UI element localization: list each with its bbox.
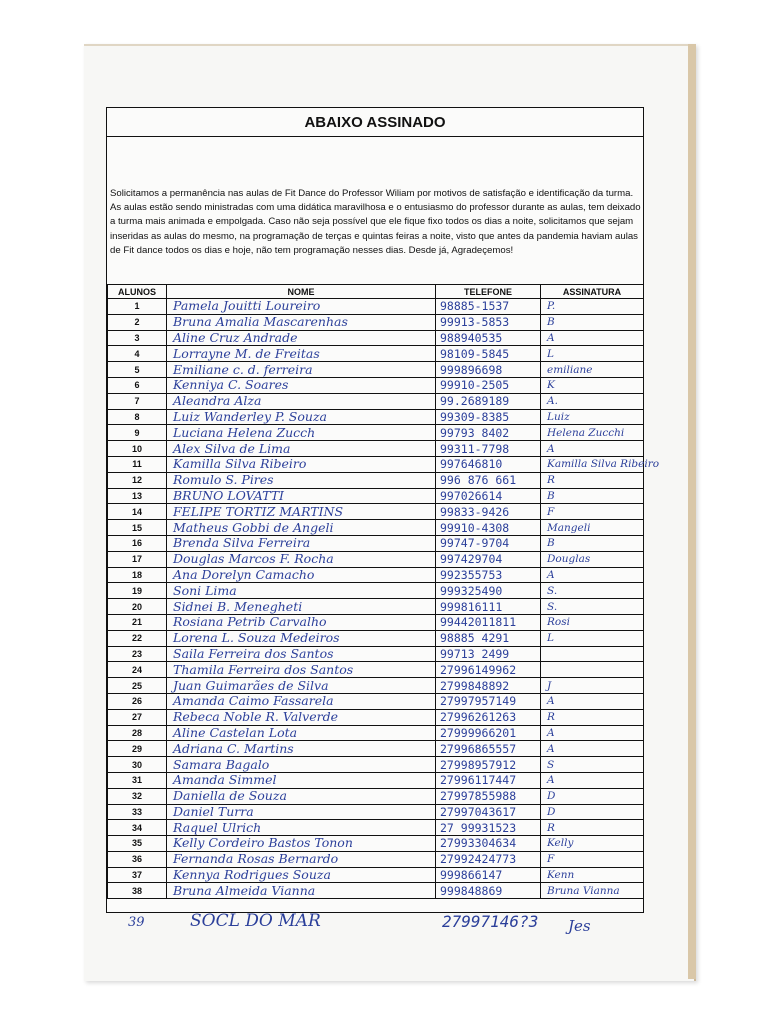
table-row	[108, 741, 644, 757]
row-name: FELIPE TORTIZ MARTINS	[167, 504, 436, 520]
row-number: 4	[108, 346, 167, 362]
row-name: Matheus Gobbi de Angeli	[167, 520, 436, 536]
row-number: 32	[108, 788, 167, 804]
row-phone: 996 876 661	[436, 472, 541, 488]
table-row	[108, 330, 644, 346]
row-number: 17	[108, 551, 167, 567]
row-phone: 99910-2505	[436, 377, 541, 393]
row-phone: 99833-9426	[436, 504, 541, 520]
row-name: Aline Castelan Lota	[167, 725, 436, 741]
table-row	[108, 567, 644, 583]
row-signature: A	[541, 772, 644, 788]
row-phone: 98885 4291	[436, 630, 541, 646]
row-name: Kenniya C. Soares	[167, 377, 436, 393]
row-signature: B	[541, 535, 644, 551]
extra-row-name: SOCL DO MAR	[190, 911, 321, 931]
row-number: 35	[108, 836, 167, 852]
table-row	[108, 678, 644, 694]
row-signature: D	[541, 788, 644, 804]
row-phone: 999816111	[436, 599, 541, 615]
table-row	[108, 646, 644, 662]
row-phone: 988940535	[436, 330, 541, 346]
row-phone: 99713 2499	[436, 646, 541, 662]
row-phone: 27997957149	[436, 693, 541, 709]
row-name: Luciana Helena Zucch	[167, 425, 436, 441]
table-row	[108, 630, 644, 646]
row-phone: 99309-8385	[436, 409, 541, 425]
row-name: Rosiana Petrib Carvalho	[167, 614, 436, 630]
row-signature: F	[541, 851, 644, 867]
petition-document	[106, 107, 660, 913]
table-header-row	[108, 285, 644, 299]
row-signature: A	[541, 567, 644, 583]
row-phone: 999848869	[436, 883, 541, 899]
document-title: ABAIXO ASSINADO	[107, 108, 643, 137]
row-phone: 27 99931523	[436, 820, 541, 836]
table-row	[108, 504, 644, 520]
row-number: 10	[108, 441, 167, 457]
row-number: 3	[108, 330, 167, 346]
row-signature: S.	[541, 599, 644, 615]
table-row	[108, 709, 644, 725]
table-row	[108, 472, 644, 488]
row-name: Lorrayne M. de Freitas	[167, 346, 436, 362]
row-number: 26	[108, 693, 167, 709]
row-number: 20	[108, 599, 167, 615]
table-row	[108, 314, 644, 330]
row-phone: 27993304634	[436, 836, 541, 852]
row-signature: A	[541, 693, 644, 709]
row-number: 14	[108, 504, 167, 520]
row-signature: Mangeli	[541, 520, 644, 536]
row-number: 24	[108, 662, 167, 678]
row-phone: 99793 8402	[436, 425, 541, 441]
row-signature: Kenn	[541, 867, 644, 883]
row-number: 15	[108, 520, 167, 536]
row-signature: P.	[541, 299, 644, 315]
row-phone: 27997043617	[436, 804, 541, 820]
row-name: Romulo S. Pires	[167, 472, 436, 488]
row-number: 11	[108, 456, 167, 472]
row-number: 13	[108, 488, 167, 504]
row-number: 30	[108, 757, 167, 773]
table-row	[108, 346, 644, 362]
row-phone: 27996149962	[436, 662, 541, 678]
row-signature: S	[541, 757, 644, 773]
row-name: Alex Silva de Lima	[167, 441, 436, 457]
row-name: Amanda Simmel	[167, 772, 436, 788]
row-phone: 999896698	[436, 362, 541, 378]
row-name: Daniel Turra	[167, 804, 436, 820]
row-name: Saila Ferreira dos Santos	[167, 646, 436, 662]
row-number: 12	[108, 472, 167, 488]
table-row	[108, 788, 644, 804]
row-phone: 99910-4308	[436, 520, 541, 536]
table-row	[108, 883, 644, 899]
table-row	[108, 299, 644, 315]
row-number: 7	[108, 393, 167, 409]
extra-row-phone: 27997146?3	[442, 912, 539, 931]
row-name: Juan Guimarães de Silva	[167, 678, 436, 694]
row-signature: S.	[541, 583, 644, 599]
row-phone: 2799848892	[436, 678, 541, 694]
row-phone: 99913-5853	[436, 314, 541, 330]
table-row	[108, 757, 644, 773]
table-row	[108, 409, 644, 425]
row-phone: 997646810	[436, 456, 541, 472]
row-name: Pamela Jouitti Loureiro	[167, 299, 436, 315]
row-phone: 27996261263	[436, 709, 541, 725]
paper-edge	[688, 44, 696, 979]
row-number: 36	[108, 851, 167, 867]
row-number: 22	[108, 630, 167, 646]
row-number: 23	[108, 646, 167, 662]
row-name: Bruna Almeida Vianna	[167, 883, 436, 899]
table-row	[108, 535, 644, 551]
row-signature	[541, 662, 644, 678]
row-name: Emiliane c. d. ferreira	[167, 362, 436, 378]
row-name: Daniella de Souza	[167, 788, 436, 804]
row-signature: A	[541, 441, 644, 457]
row-number: 1	[108, 299, 167, 315]
row-phone: 27992424773	[436, 851, 541, 867]
row-name: Bruna Amalia Mascarenhas	[167, 314, 436, 330]
row-signature: Helena Zucchi	[541, 425, 644, 441]
row-signature	[541, 646, 644, 662]
extra-row-signature: Jes	[568, 917, 591, 935]
row-name: Aleandra Alza	[167, 393, 436, 409]
row-phone: 98109-5845	[436, 346, 541, 362]
row-name: BRUNO LOVATTI	[167, 488, 436, 504]
table-row	[108, 772, 644, 788]
row-name: Aline Cruz Andrade	[167, 330, 436, 346]
row-name: Kamilla Silva Ribeiro	[167, 456, 436, 472]
row-signature: R	[541, 472, 644, 488]
row-signature: A	[541, 330, 644, 346]
row-phone: 99442011811	[436, 614, 541, 630]
row-number: 29	[108, 741, 167, 757]
row-signature: Rosi	[541, 614, 644, 630]
row-signature: K	[541, 377, 644, 393]
row-phone: 99311-7798	[436, 441, 541, 457]
table-row	[108, 456, 644, 472]
table-row	[108, 393, 644, 409]
table-row	[108, 725, 644, 741]
row-number: 28	[108, 725, 167, 741]
row-phone: 27996117447	[436, 772, 541, 788]
row-number: 16	[108, 535, 167, 551]
petition-text: Solicitamos a permanência nas aulas de Fit Dance do Professor Wiliam por motivos de satisfação e identificação da turma. As aulas estão sendo ministradas com uma didática maravilhosa e o entusiasmo do professor durante as aulas, tem deixado a turma mais animada e empolgada. Caso não seja possível que ele fique fixo todos os dias a noite, solicitamos que sejam inseridas as aulas do mesmo, na programação de terças e quintas feiras a noite, visto que antes da pandemia haviam aulas de Fit dance todos os dias e hoje, não tem programação nesses dias. Desde já, Agradeçemos!	[110, 188, 641, 256]
row-signature: emiliane	[541, 362, 644, 378]
header-telefone: TELEFONE	[436, 285, 541, 299]
row-phone: 99747-9704	[436, 535, 541, 551]
table-row	[108, 583, 644, 599]
row-name: Rebeca Noble R. Valverde	[167, 709, 436, 725]
table-row	[108, 488, 644, 504]
header-assinatura: ASSINATURA	[541, 285, 644, 299]
row-name: Douglas Marcos F. Rocha	[167, 551, 436, 567]
row-name: Lorena L. Souza Medeiros	[167, 630, 436, 646]
row-signature: Luiz	[541, 409, 644, 425]
table-row	[108, 441, 644, 457]
table-row	[108, 425, 644, 441]
row-number: 27	[108, 709, 167, 725]
row-signature: F	[541, 504, 644, 520]
row-number: 37	[108, 867, 167, 883]
row-name: Adriana C. Martins	[167, 741, 436, 757]
row-name: Soni Lima	[167, 583, 436, 599]
row-number: 21	[108, 614, 167, 630]
table-row	[108, 804, 644, 820]
row-phone: 99.2689189	[436, 393, 541, 409]
row-number: 2	[108, 314, 167, 330]
table-row	[108, 614, 644, 630]
row-phone: 27998957912	[436, 757, 541, 773]
row-number: 31	[108, 772, 167, 788]
header-alunos: ALUNOS	[108, 285, 167, 299]
row-number: 8	[108, 409, 167, 425]
row-name: Thamila Ferreira dos Santos	[167, 662, 436, 678]
row-name: Raquel Ulrich	[167, 820, 436, 836]
row-name: Fernanda Rosas Bernardo	[167, 851, 436, 867]
table-row	[108, 836, 644, 852]
extra-row-number: 39	[128, 915, 145, 930]
row-name: Ana Dorelyn Camacho	[167, 567, 436, 583]
row-number: 25	[108, 678, 167, 694]
signature-table	[107, 284, 660, 899]
row-number: 18	[108, 567, 167, 583]
row-phone: 98885-1537	[436, 299, 541, 315]
row-number: 6	[108, 377, 167, 393]
row-signature: Bruna Vianna	[541, 883, 644, 899]
row-signature: R	[541, 820, 644, 836]
row-name: Luiz Wanderley P. Souza	[167, 409, 436, 425]
header-nome: NOME	[167, 285, 436, 299]
row-phone: 997026614	[436, 488, 541, 504]
row-signature: A	[541, 725, 644, 741]
row-number: 9	[108, 425, 167, 441]
row-signature: A	[541, 741, 644, 757]
row-signature: Kamilla Silva Ribeiro	[541, 456, 644, 472]
row-name: Kelly Cordeiro Bastos Tonon	[167, 836, 436, 852]
row-signature: D	[541, 804, 644, 820]
row-phone: 27996865557	[436, 741, 541, 757]
row-phone: 992355753	[436, 567, 541, 583]
row-signature: Kelly	[541, 836, 644, 852]
row-signature: A.	[541, 393, 644, 409]
table-row	[108, 520, 644, 536]
table-row	[108, 551, 644, 567]
table-row	[108, 851, 644, 867]
row-phone: 999325490	[436, 583, 541, 599]
table-row	[108, 362, 644, 378]
row-signature: J	[541, 678, 644, 694]
row-phone: 997429704	[436, 551, 541, 567]
row-signature: B	[541, 314, 644, 330]
row-name: Kennya Rodrigues Souza	[167, 867, 436, 883]
table-row	[108, 599, 644, 615]
table-row	[108, 693, 644, 709]
row-number: 33	[108, 804, 167, 820]
row-phone: 999866147	[436, 867, 541, 883]
row-number: 34	[108, 820, 167, 836]
row-number: 19	[108, 583, 167, 599]
row-signature: B	[541, 488, 644, 504]
row-name: Samara Bagalo	[167, 757, 436, 773]
row-name: Amanda Caimo Fassarela	[167, 693, 436, 709]
row-signature: R	[541, 709, 644, 725]
table-row	[108, 867, 644, 883]
row-number: 5	[108, 362, 167, 378]
table-row	[108, 662, 644, 678]
table-row	[108, 377, 644, 393]
row-name: Sidnei B. Menegheti	[167, 599, 436, 615]
row-signature: Douglas	[541, 551, 644, 567]
row-phone: 27999966201	[436, 725, 541, 741]
row-signature: L	[541, 630, 644, 646]
row-phone: 27997855988	[436, 788, 541, 804]
row-number: 38	[108, 883, 167, 899]
row-signature: L	[541, 346, 644, 362]
row-name: Brenda Silva Ferreira	[167, 535, 436, 551]
table-row	[108, 820, 644, 836]
